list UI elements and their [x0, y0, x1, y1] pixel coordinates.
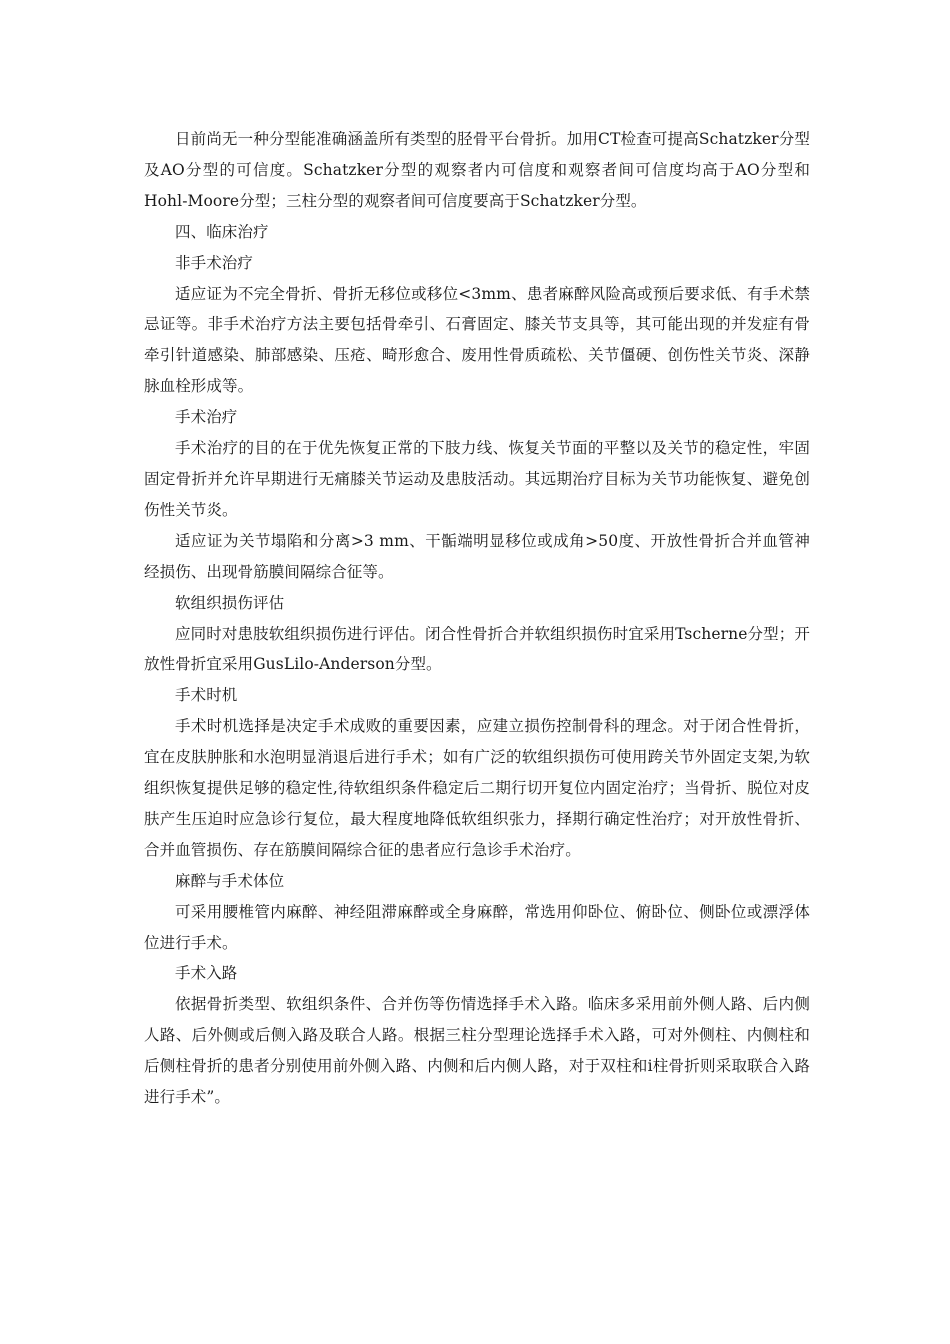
- subheading-surgical-treatment: 手术治疗: [175, 408, 238, 427]
- paragraph-surgical-goals: 手术治疗的目的在于优先恢复正常的下肢力线、恢复关节面的平整以及关节的稳定性，牢固固定骨折并允许早期进行无痛膝关节运动及患肢活动。其远期治疗目标为关节功能恢复、避免创伤性关节炎。: [144, 439, 810, 519]
- subheading-soft-tissue-assessment: 软组织损伤评估: [175, 593, 285, 612]
- paragraph-classification-reliability: 日前尚无一种分型能准确涵盖所有类型的胫骨平台骨折。加用CT检查可提高Schatzker分型及AO分型的可信度。Schatzker分型的观察者内可信度和观察者间可信度均高于AO分型和Hohl-Moore分型；三柱分型的观察者间可信度要高于Schatzker分型。: [144, 130, 810, 210]
- document-body: [144, 124, 810, 1113]
- paragraph-surgical-timing: 手术时机选择是决定手术成败的重要因素，应建立损伤控制骨科的理念。对于闭合性骨折，宜在皮肤肿胀和水泡明显消退后进行手术；如有广泛的软组织损伤可使用跨关节外固定支架,为软组织恢复提供足够的稳定性,待软组织条件稳定后二期行切开复位内固定治疗；当骨折、脱位对皮肤产生压迫时应急诊行复位，最大程度地降低软组织张力，择期行确定性治疗；对开放性骨折、合并血管损伤、存在筋膜间隔综合征的患者应行急诊手术治疗。: [144, 717, 810, 859]
- paragraph-soft-tissue-assessment: 应同时对患肢软组织损伤进行评估。闭合性骨折合并软组织损伤时宜采用Tscherne分型；开放性骨折宜采用GusLilo-Anderson分型。: [144, 624, 810, 674]
- paragraph-surgical-approach: 依据骨折类型、软组织条件、合并伤等伤情选择手术入路。临床多采用前外侧人路、后内侧人路、后外侧或后侧入路及联合人路。根据三柱分型理论选择手术入路，可对外侧柱、内侧柱和后侧柱骨折的患者分别使用前外侧入路、内侧和后内侧人路，对于双柱和i柱骨折则采取联合入路进行手术”。: [144, 995, 810, 1107]
- paragraph-nonsurgical-indications: 适应证为不完全骨折、骨折无移位或移位<3mm、患者麻醉风险高或预后要求低、有手术禁忌证等。非手术治疗方法主要包括骨牵引、石膏固定、膝关节支具等，其可能出现的并发症有骨牵引针道感染、肺部感染、压疮、畸形愈合、废用性骨质疏松、关节僵硬、创伤性关节炎、深静脉血栓形成等。: [144, 284, 810, 396]
- subheading-surgical-approach: 手术入路: [175, 964, 238, 983]
- subheading-surgical-timing: 手术时机: [175, 686, 238, 705]
- paragraph-anesthesia-position: 可采用腰椎管内麻醉、神经阻滞麻醉或全身麻醉，常选用仰卧位、俯卧位、侧卧位或漂浮体位进行手术。: [144, 902, 810, 952]
- section-heading-clinical-treatment: 四、临床治疗: [175, 222, 269, 241]
- subheading-anesthesia-position: 麻醉与手术体位: [175, 871, 285, 890]
- subheading-nonsurgical-treatment: 非手术治疗: [175, 253, 254, 272]
- paragraph-surgical-indications: 适应证为关节塌陷和分离>3 mm、干骺端明显移位或成角>50度、开放性骨折合并血管神经损伤、出现骨筋膜间隔综合征等。: [144, 531, 810, 581]
